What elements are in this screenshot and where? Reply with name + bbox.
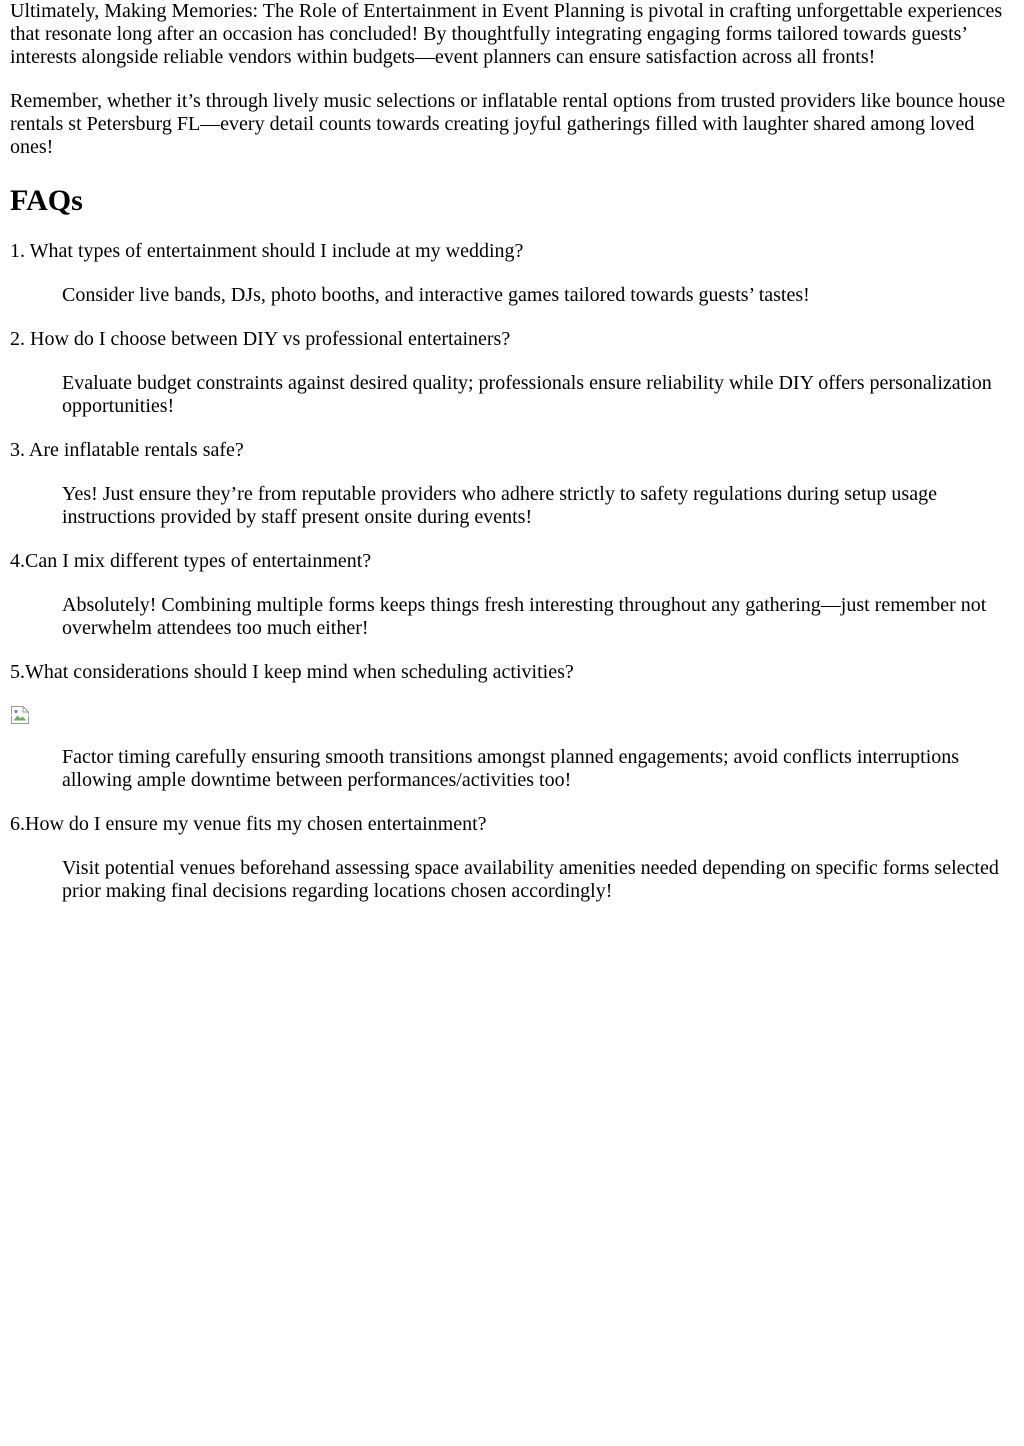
faq-question-5: 5.What considerations should I keep mind when scheduling activities? [10,661,574,683]
faq-list [10,240,1014,903]
article-paragraph-1: Ultimately, Making Memories: The Role of Entertainment in Event Planning is pivotal in crafting unforgettable experiences that resonate long after an occasion has concluded! By thoughtfully integrating engaging forms tailored towards guests’ interests alongside reliable vendors within budgets—event planners can ensure satisfaction across all fronts! [10,0,1003,68]
faq-answer-3: Yes! Just ensure they’re from reputable providers who adhere strictly to safety regulations during setup usage instructions provided by staff present onsite during events! [62,483,937,528]
article-paragraph-2: Remember, whether it’s through lively music selections or inflatable rental options from trusted providers like bounce house rentals st Petersburg FL—every detail counts towards creating joyful gatherings filled with laughter shared among loved ones! [10,90,1006,158]
faq-answer-4: Absolutely! Combining multiple forms keeps things fresh interesting throughout any gathering—just remember not overwhelm attendees too much either! [62,594,987,639]
faq-answer-1: Consider live bands, DJs, photo booths, and interactive games tailored towards guests’ tastes! [62,284,810,306]
faq-answer-6: Visit potential venues beforehand assessing space availability amenities needed depending on specific forms selected prior making final decisions regarding locations chosen accordingly! [62,857,999,902]
faq-question-2: 2. How do I choose between DIY vs professional entertainers? [10,328,511,350]
faqs-heading: FAQs [10,184,83,217]
faq-answer-5: Factor timing carefully ensuring smooth transitions amongst planned engagements; avoid conflicts interruptions allowing ample downtime between performances/activities too! [62,746,960,791]
faq-question-6: 6.How do I ensure my venue fits my chosen entertainment? [10,813,487,835]
broken-image-icon [10,705,30,725]
faq-question-4: 4.Can I mix different types of entertainment? [10,550,372,572]
faq-answer-2: Evaluate budget constraints against desired quality; professionals ensure reliability while DIY offers personalization opportunities! [62,372,992,417]
faq-question-1: 1. What types of entertainment should I include at my wedding? [10,240,524,262]
faq-question-3: 3. Are inflatable rentals safe? [10,439,244,461]
